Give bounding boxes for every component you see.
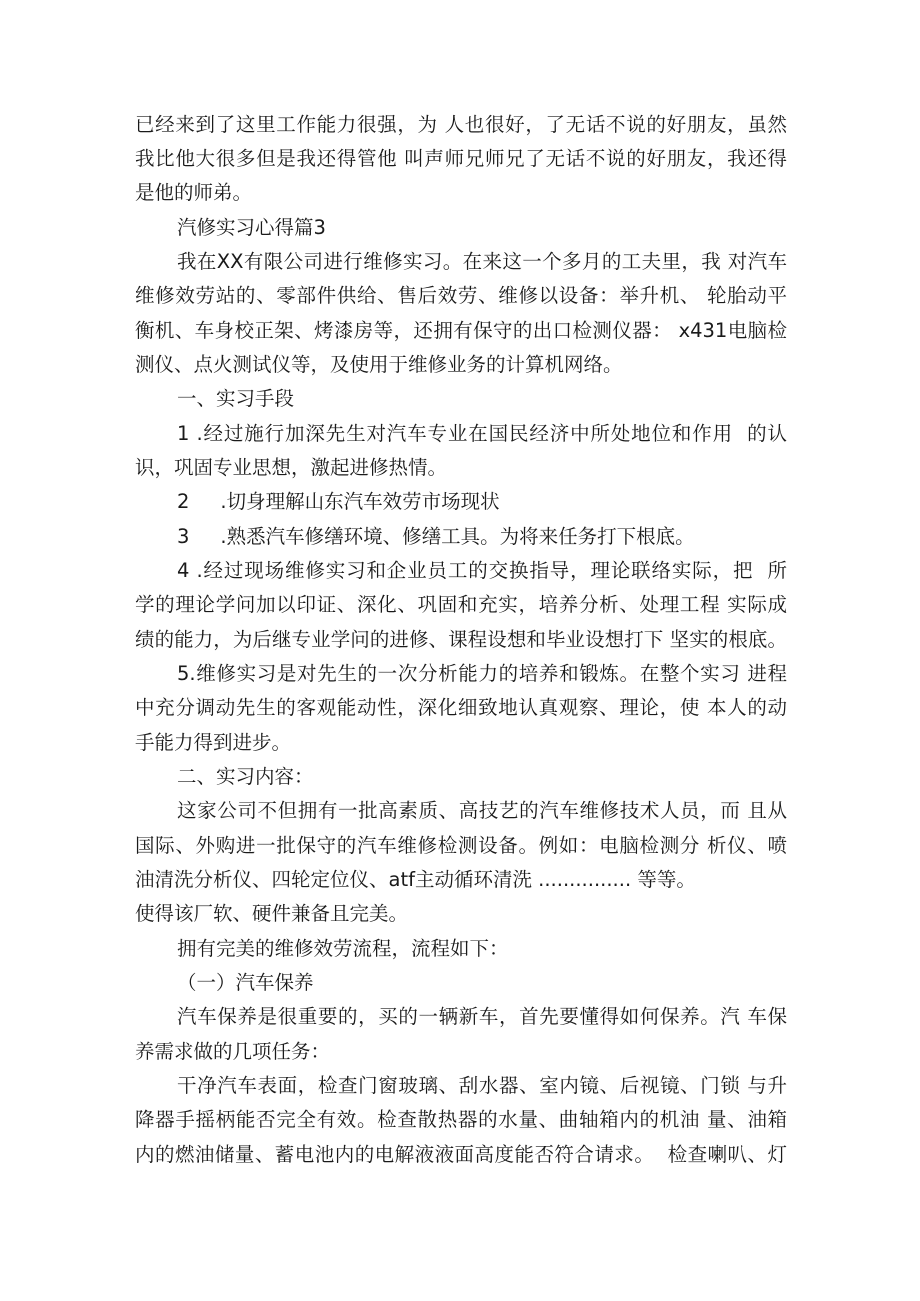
text-line: 学的理论学问加以印证、深化、巩固和充实，培养分析、处理工程 实际成 [135,593,787,616]
text-line: 绩的能力，为后继专业学问的进修、课程设想和毕业设想打下 坚实的根底。 [135,628,787,651]
list-item: 3 .熟悉汽车修缮环境、修缮工具。为将来任务打下根底。 [177,525,695,548]
section-heading: 一、实习手段 [177,387,295,410]
text-line: 使得该厂软、硬件兼备且完美。 [135,902,409,925]
list-item: 5.维修实习是对先生的一次分析能力的培养和锻炼。在整个实习 进程 [177,662,787,685]
text-line: 中充分调动先生的客观能动性，深化细致地认真观察、理论，使 本人的动 [135,696,787,719]
text-line: 测仪、点火测试仪等，及使用于维修业务的计算机网络。 [135,353,623,376]
text-line: 已经来到了这里工作能力很强，为 人也很好，了无话不说的好朋友，虽然 [135,113,787,136]
list-item: 1 .经过施行加深先生对汽车专业在国民经济中所处地位和作用 的认 [177,422,787,445]
text-line: 手能力得到进步。 [135,731,292,754]
list-item: 4 .经过现场维修实习和企业员工的交换指导，理论联络实际，把 所 [177,559,787,582]
section-heading: （一）汽车保养 [177,971,314,994]
text-line: 养需求做的几项任务： [135,1040,331,1063]
section-heading: 汽修实习心得篇3 [177,216,326,239]
text-line: 识，巩固专业思想，激起进修热情。 [135,456,448,479]
text-line: 内的燃油储量、蓄电池内的电解液液面高度能否符合请求。 检查喇叭、灯 [135,1143,787,1166]
text-line: 是他的师弟。 [135,181,253,204]
text-line: 我比他大很多但是我还得管他 叫声师兄师兄了无话不说的好朋友，我还得 [135,147,787,170]
text-line: 汽车保养是很重要的，买的一辆新车，首先要懂得如何保养。汽 车保 [177,1005,787,1028]
text-line: 拥有完美的维修效劳流程，流程如下： [177,937,509,960]
text-line: 降器手摇柄能否完全有效。检查散热器的水量、曲轴箱内的机油 量、油箱 [135,1108,787,1131]
text-line: 衡机、车身校正架、烤漆房等，还拥有保守的出口检测仪器： x431电脑检 [135,319,787,342]
text-line: 我在XX有限公司进行维修实习。在来这一个多月的工夫里，我 对汽车 [177,250,787,273]
text-line: 油清洗分析仪、四轮定位仪、atf主动循环清洗 ............... 等等。 [135,868,696,891]
text-line: 干净汽车表面，检查门窗玻璃、刮水器、室内镜、后视镜、门锁 与升 [177,1074,787,1097]
list-item: 2 .切身理解山东汽车效劳市场现状 [177,490,500,513]
text-line: 这家公司不但拥有一批高素质、高技艺的汽车维修技术人员，而 且从 [177,799,787,822]
text-line: 维修效劳站的、零部件供给、售后效劳、维修以设备：举升机、 轮胎动平 [135,284,787,307]
text-line: 国际、外购进一批保守的汽车维修检测设备。例如：电脑检测分 析仪、喷 [135,834,787,857]
section-heading: 二、实习内容： [177,765,314,788]
